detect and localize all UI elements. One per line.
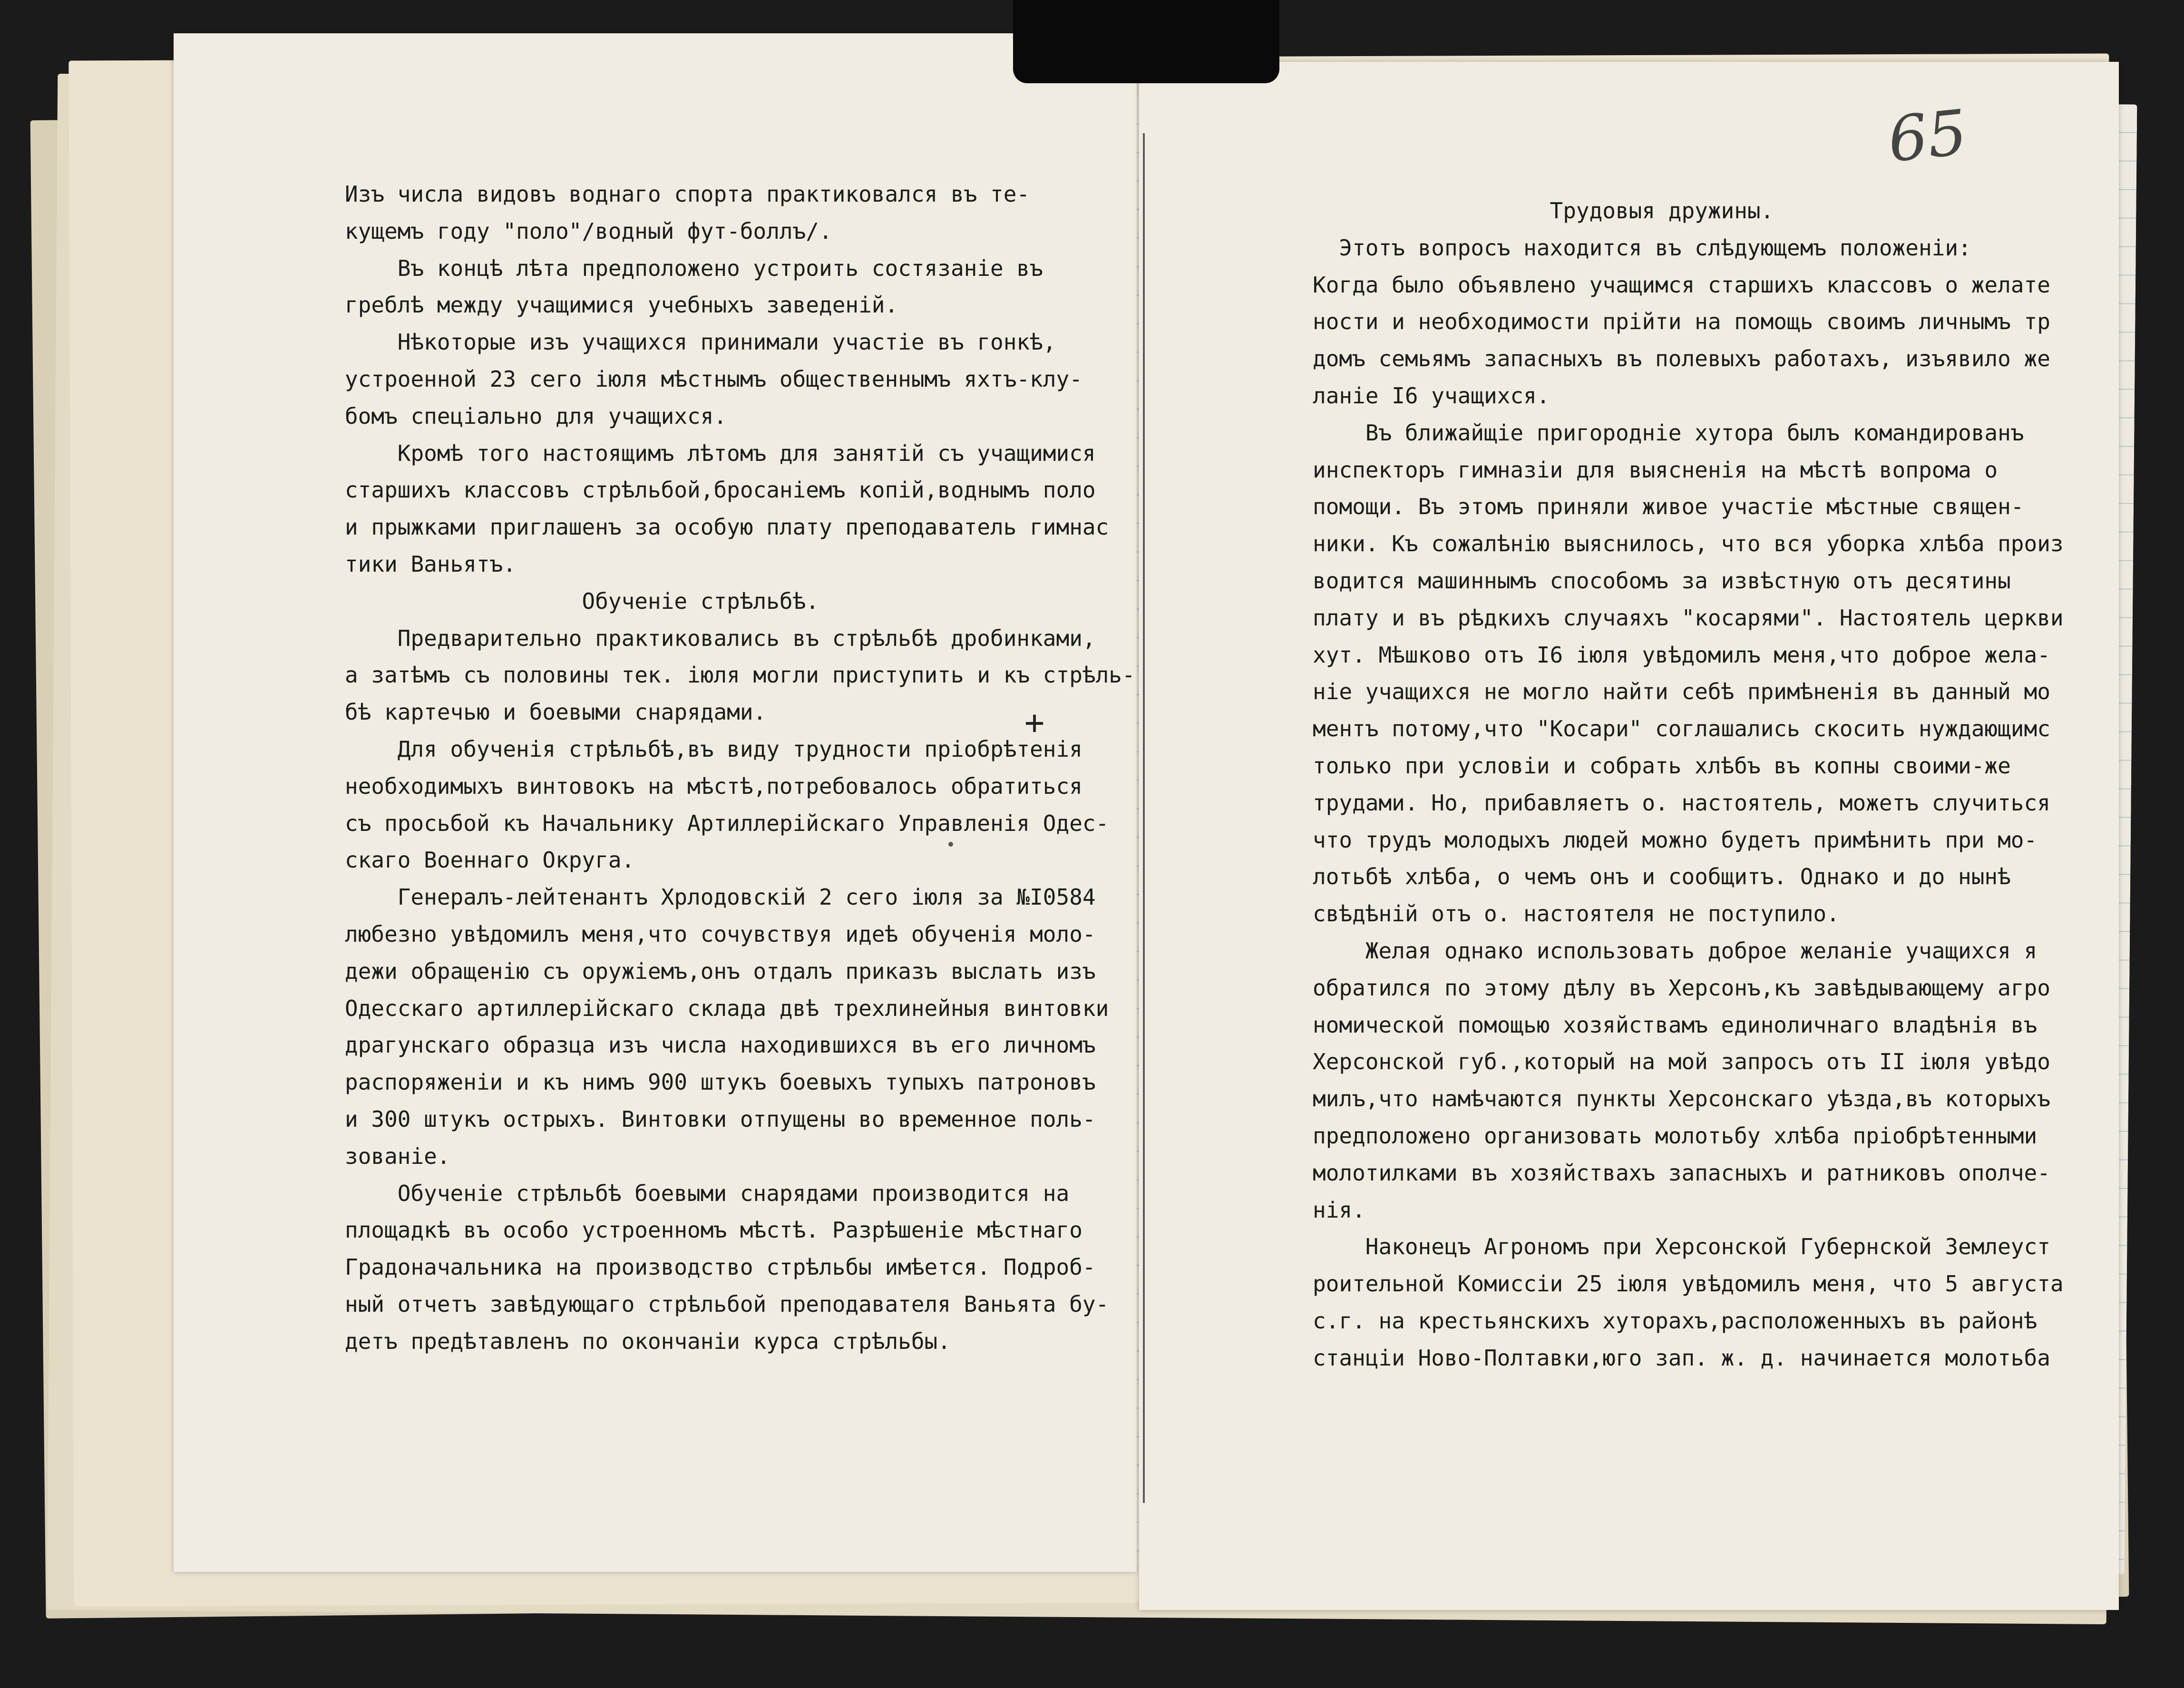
text-line: кущемъ году "поло"/водный фут-боллъ/. — [345, 218, 832, 244]
text-line: драгунскаго образца изъ числа находившихся въ его личномъ — [345, 1032, 1096, 1058]
text-line: ный отчетъ завѣдующаго стрѣльбой преподавателя Ваньята бу- — [345, 1291, 1109, 1317]
text-line: устроенной 23 сего іюля мѣстнымъ общественнымъ яхтъ-клу- — [345, 366, 1082, 392]
text-line: что трудъ молодыхъ людей можно будетъ примѣнить при мо- — [1313, 827, 2038, 853]
text-line: старшихъ классовъ стрѣльбой,бросаніемъ копій,воднымъ поло — [345, 477, 1096, 503]
text-line: тики Ваньятъ. — [345, 551, 517, 577]
text-line: дежи обращенію съ оружіемъ,онъ отдалъ приказъ выслать изъ — [345, 958, 1096, 984]
text-line: любезно увѣдомилъ меня,что сочувствуя идеѣ обученія моло- — [345, 921, 1096, 947]
text-line: бѣ картечью и боевыми снарядами. — [345, 699, 767, 725]
text-line: ніе учащихся не могло найти себѣ примѣненія въ данный мо — [1313, 679, 2050, 705]
text-line: Обученіе стрѣльбѣ. — [345, 588, 819, 614]
text-line: номической помощью хозяйствамъ единоличнаго владѣнія въ — [1313, 1012, 2038, 1038]
text-line: а затѣмъ съ половины тек. іюля могли приступить и къ стрѣль- — [345, 662, 1135, 688]
text-line: Изъ числа видовъ воднаго спорта практиковался въ те- — [345, 181, 1030, 207]
text-line: Херсонской губ.,который на мой запросъ отъ ІІ іюля увѣдо — [1313, 1049, 2050, 1075]
text-line: помощи. Въ этомъ приняли живое участіе мѣстные священ- — [1313, 494, 2024, 520]
text-line: и прыжками приглашенъ за особую плату преподаватель гимнас — [345, 514, 1109, 540]
text-line: Нѣкоторые изъ учащихся принимали участіе въ гонкѣ, — [345, 329, 1056, 355]
text-line: Трудовыя дружины. — [1313, 198, 1774, 224]
text-line: с.г. на крестьянскихъ хуторахъ,расположенныхъ въ районѣ — [1313, 1307, 2038, 1334]
text-line: Градоначальника на производство стрѣльбы имѣется. Подроб- — [345, 1254, 1096, 1280]
text-line: трудами. Но, прибавляетъ о. настоятель, можетъ случиться — [1313, 790, 2050, 816]
text-line: Одесскаго артиллерійскаго склада двѣ трехлинейныя винтовки — [345, 995, 1109, 1021]
text-line: свѣдѣній отъ о. настоятеля не поступило. — [1313, 901, 1840, 927]
text-line: бомъ спеціально для учащихся. — [345, 403, 727, 429]
text-line: милъ,что намѣчаются пункты Херсонскаго уѣзда,въ которыхъ — [1313, 1086, 2050, 1112]
text-line: детъ предѣтавленъ по окончаніи курса стрѣльбы. — [345, 1328, 951, 1354]
text-line: ланіе І6 учащихся. — [1313, 382, 1550, 409]
text-line: зованіе. — [345, 1143, 450, 1169]
text-line: площадкѣ въ особо устроенномъ мѣстѣ. Разрѣшеніе мѣстнаго — [345, 1217, 1082, 1243]
left-page-text — [345, 176, 1135, 1360]
text-line: Генералъ-лейтенантъ Хрлодовскій 2 сего іюля за №І0584 — [345, 884, 1096, 910]
text-line: роительной Комиссіи 25 іюля увѣдомилъ меня, что 5 августа — [1313, 1271, 2064, 1297]
text-line: Желая однако использовать доброе желаніе учащихся я — [1313, 937, 2038, 964]
text-line: ментъ потому,что "Косари" соглашались скосить нуждающимс — [1313, 716, 2050, 742]
text-line: только при условіи и собрать хлѣбъ въ копны своими-же — [1313, 752, 2011, 779]
text-line: предположено организовать молотьбу хлѣба пріобрѣтенными — [1313, 1122, 2038, 1149]
text-line: и 300 штукъ острыхъ. Винтовки отпущены во временное поль- — [345, 1106, 1096, 1132]
text-line: станціи Ново-Полтавки,юго зап. ж. д. начинается молотьба — [1313, 1345, 2050, 1371]
folio-number: 65 — [1884, 96, 1970, 176]
text-line: скаго Военнаго Округа. — [345, 847, 635, 873]
text-line: Въ концѣ лѣта предположено устроить состязаніе въ — [345, 255, 1043, 281]
text-line: водится машиннымъ способомъ за извѣстную отъ десятины — [1313, 567, 2011, 594]
text-line: инспекторъ гимназіи для выясненія на мѣстѣ вопрома о — [1313, 457, 1998, 483]
text-line: молотилками въ хозяйствахъ запасныхъ и ратниковъ ополче- — [1313, 1160, 2050, 1186]
right-page-text — [1313, 193, 2064, 1377]
text-line: Этотъ вопросъ находится въ слѣдующемъ положеніи: — [1313, 234, 1971, 261]
text-line: Предварительно практиковались въ стрѣльбѣ дробинками, — [345, 625, 1096, 651]
text-line: Обученіе стрѣльбѣ боевыми снарядами производится на — [345, 1180, 1070, 1206]
text-line: Для обученія стрѣльбѣ,въ виду трудности пріобрѣтенія — [345, 736, 1082, 762]
text-line: хут. Мѣшково отъ І6 іюля увѣдомилъ меня,что доброе жела- — [1313, 642, 2050, 668]
ink-dot — [948, 842, 953, 847]
text-line: Наконецъ Агрономъ при Херсонской Губернской Землеуст — [1313, 1234, 2050, 1260]
text-line: съ просьбой къ Начальнику Артиллерійскаго Управленія Одес- — [345, 810, 1109, 836]
binder-clip — [1013, 0, 1279, 83]
page-fold-line — [1143, 133, 1145, 1503]
text-line: Когда было объявлено учащимся старшихъ классовъ о желате — [1313, 272, 2050, 298]
text-line: ности и необходимости прійти на помощь своимъ личнымъ тр — [1313, 309, 2050, 335]
text-line: нія. — [1313, 1197, 1365, 1223]
text-line: домъ семьямъ запасныхъ въ полевыхъ работахъ, изъявило же — [1313, 346, 2050, 372]
text-line: плату и въ рѣдкихъ случаяхъ "косарями". Настоятель церкви — [1313, 605, 2064, 631]
text-line: необходимыхъ винтовокъ на мѣстѣ,потребовалось обратиться — [345, 773, 1082, 799]
text-line: обратился по этому дѣлу въ Херсонъ,къ завѣдывающему агро — [1313, 975, 2050, 1001]
text-line: греблѣ между учащимися учебныхъ заведеній. — [345, 292, 898, 318]
text-line: лотьбѣ хлѣба, о чемъ онъ и сообщитъ. Однако и до нынѣ — [1313, 864, 2011, 890]
text-line: Въ ближайщіе пригородніе хутора былъ командированъ — [1313, 420, 2024, 446]
text-line: Кромѣ того настоящимъ лѣтомъ для занятій съ учащимися — [345, 440, 1096, 466]
text-line: распоряженіи и къ нимъ 900 штукъ боевыхъ тупыхъ патроновъ — [345, 1069, 1096, 1095]
handwritten-cross-mark: + — [1024, 703, 1045, 742]
text-line: ники. Къ сожалѣнію выяснилось, что вся уборка хлѣба произ — [1313, 531, 2064, 557]
